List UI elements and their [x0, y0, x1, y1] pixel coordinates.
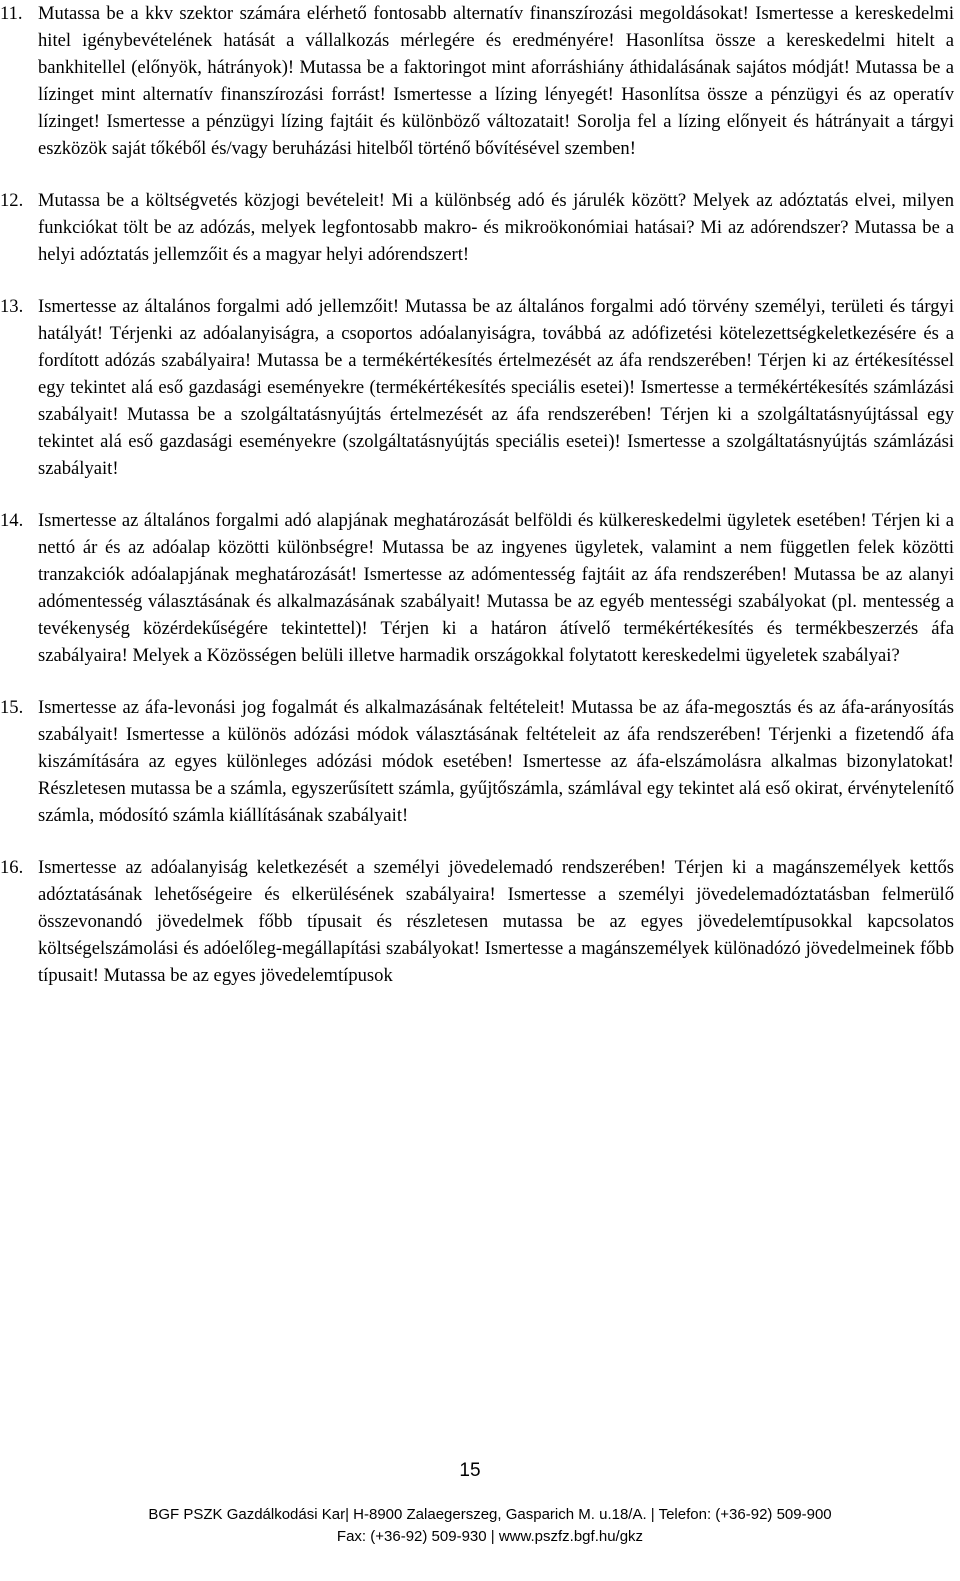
page-number: 15 — [459, 1460, 481, 1481]
question-item-14 — [0, 507, 954, 669]
question-number: 11. — [0, 3, 23, 24]
question-item-12 — [0, 187, 954, 268]
question-text: Mutassa be a kkv szektor számára elérhető fontosabb alternatív finanszírozási megoldásokat! Ismertesse a kereskedelmi hitel igénybevételének hatását a vállalkozás mérlegére és eredményére! Hasonlítsa össze a kereskedelmi hitelt a bankhitellel (előnyök, hátrányok)! Mutassa be a faktoringot mint aforráshiány áthidalásának sajátos módját! Mutassa be a lízinget mint alternatív finanszírozási forrást! Ismertesse a lízing lényegét! Hasonlítsa össze a pénzügyi és az operatív lízinget! Ismertesse a pénzügyi lízing fajtáit és különböző változatait! Sorolja fel a lízing előnyeit és hátrányait a tárgyi eszközök saját tőkéből és/vagy beruházási hitelből történő bővítésével szemben! — [38, 3, 954, 159]
question-text: Mutassa be a költségvetés közjogi bevételeit! Mi a különbség adó és járulék között? Melyek az adóztatás elvei, milyen funkciókat tölt be az adózás, melyek legfontosabb makro- és mikroökonómiai hatásai? Mi az adórendszer? Mutassa be a helyi adóztatás jellemzőit és a magyar helyi adórendszert! — [38, 190, 954, 265]
question-number: 14. — [0, 510, 24, 531]
question-number: 13. — [0, 296, 24, 317]
question-text: Ismertesse az áfa-levonási jog fogalmát és alkalmazásának feltételeit! Mutassa be az áfa-megosztás és az áfa-arányosítás szabályait! Ismertesse a különös adózási módok választásának feltételeit az áfa rendszerében! Térjenki a fizetendő áfa kiszámítására az egyes különleges adózási módok esetében! Ismertesse az áfa-elszámolásra alkalmas bizonylatokat! Részletesen mutassa be a számla, egyszerűsített számla, gyűjtőszámla, számlával egy tekintet alá eső okirat, érvénytelenítő számla, módosító számla kiállításának szabályait! — [38, 697, 954, 826]
question-item-15 — [0, 694, 954, 829]
question-number: 16. — [0, 857, 24, 878]
question-text: Ismertesse az általános forgalmi adó jellemzőit! Mutassa be az általános forgalmi adó törvény személyi, területi és tárgyi hatályát! Térjenki az adóalanyiságra, a csoportos adóalanyiságra, továbbá az adófizetési kötelezettségkeletkezésére és a fordított adózás szabályaira! Mutassa be a termékértékesítés értelmezését az áfa rendszerében! Térjen ki az értékesítéssel egy tekintet alá eső gazdasági eseményekre (termékértékesítés speciális esetei)! Ismertesse a termékértékesítés számlázási szabályait! Mutassa be a szolgáltatásnyújtás értelmezését az áfa rendszerében! Térjen ki a szolgáltatásnyújtással egy tekintet alá eső gazdasági eseményekre (szolgáltatásnyújtás speciális esetei)! Ismertesse a szolgáltatásnyújtás számlázási szabályait! — [38, 296, 954, 479]
question-item-13 — [0, 293, 954, 482]
page-footer — [0, 1504, 960, 1548]
question-number: 15. — [0, 697, 24, 718]
footer-contact-line: Fax: (+36-92) 509-930 | www.pszfz.bgf.hu/gkz — [336, 1528, 644, 1545]
question-text: Ismertesse az adóalanyiság keletkezését a személyi jövedelemadó rendszerében! Térjen ki a magánszemélyek kettős adóztatásának lehetőségeire és elkerülésének szabályaira! Ismertesse a személyi jövedelemadóztatásban felmerülő összevonandó jövedelmek főbb típusait és részletesen mutassa be az egyes jövedelemtípusokkal kapcsolatos költségelszámolási és adóelőleg-megállapítási szabályokat! Ismertesse a magánszemélyek különadózó jövedelmeinek főbb típusait! Mutassa be az egyes jövedelemtípusok — [38, 857, 954, 986]
question-number: 12. — [0, 190, 24, 211]
question-item-16 — [0, 854, 954, 989]
question-item-11 — [0, 0, 954, 162]
footer-address-line: BGF PSZK Gazdálkodási Kar| H-8900 Zalaegerszeg, Gasparich M. u.18/A. | Telefon: (+36-92) 509-900 — [148, 1506, 832, 1523]
question-text: Ismertesse az általános forgalmi adó alapjának meghatározását belföldi és külkereskedelmi ügyletek esetében! Térjen ki a nettó ár és az adóalap közötti különbségre! Mutassa be az ingyenes ügyletek, valamint a nem független felek közötti tranzakciók adóalapjának meghatározását! Ismertesse az adómentesség fajtáit az áfa rendszerében! Mutassa be az alanyi adómentesség választásának és alkalmazásának szabályait! Mutassa be az egyéb mentességi szabályokat (pl. mentesség a tevékenység közérdekűségére tekintettel)! Térjen ki a határon átívelő termékértékesítés és termékbeszerzés áfa szabályaira! Melyek a Közösségen belüli illetve harmadik országokkal folytatott kereskedelmi ügyeletek szabályai? — [38, 510, 954, 666]
